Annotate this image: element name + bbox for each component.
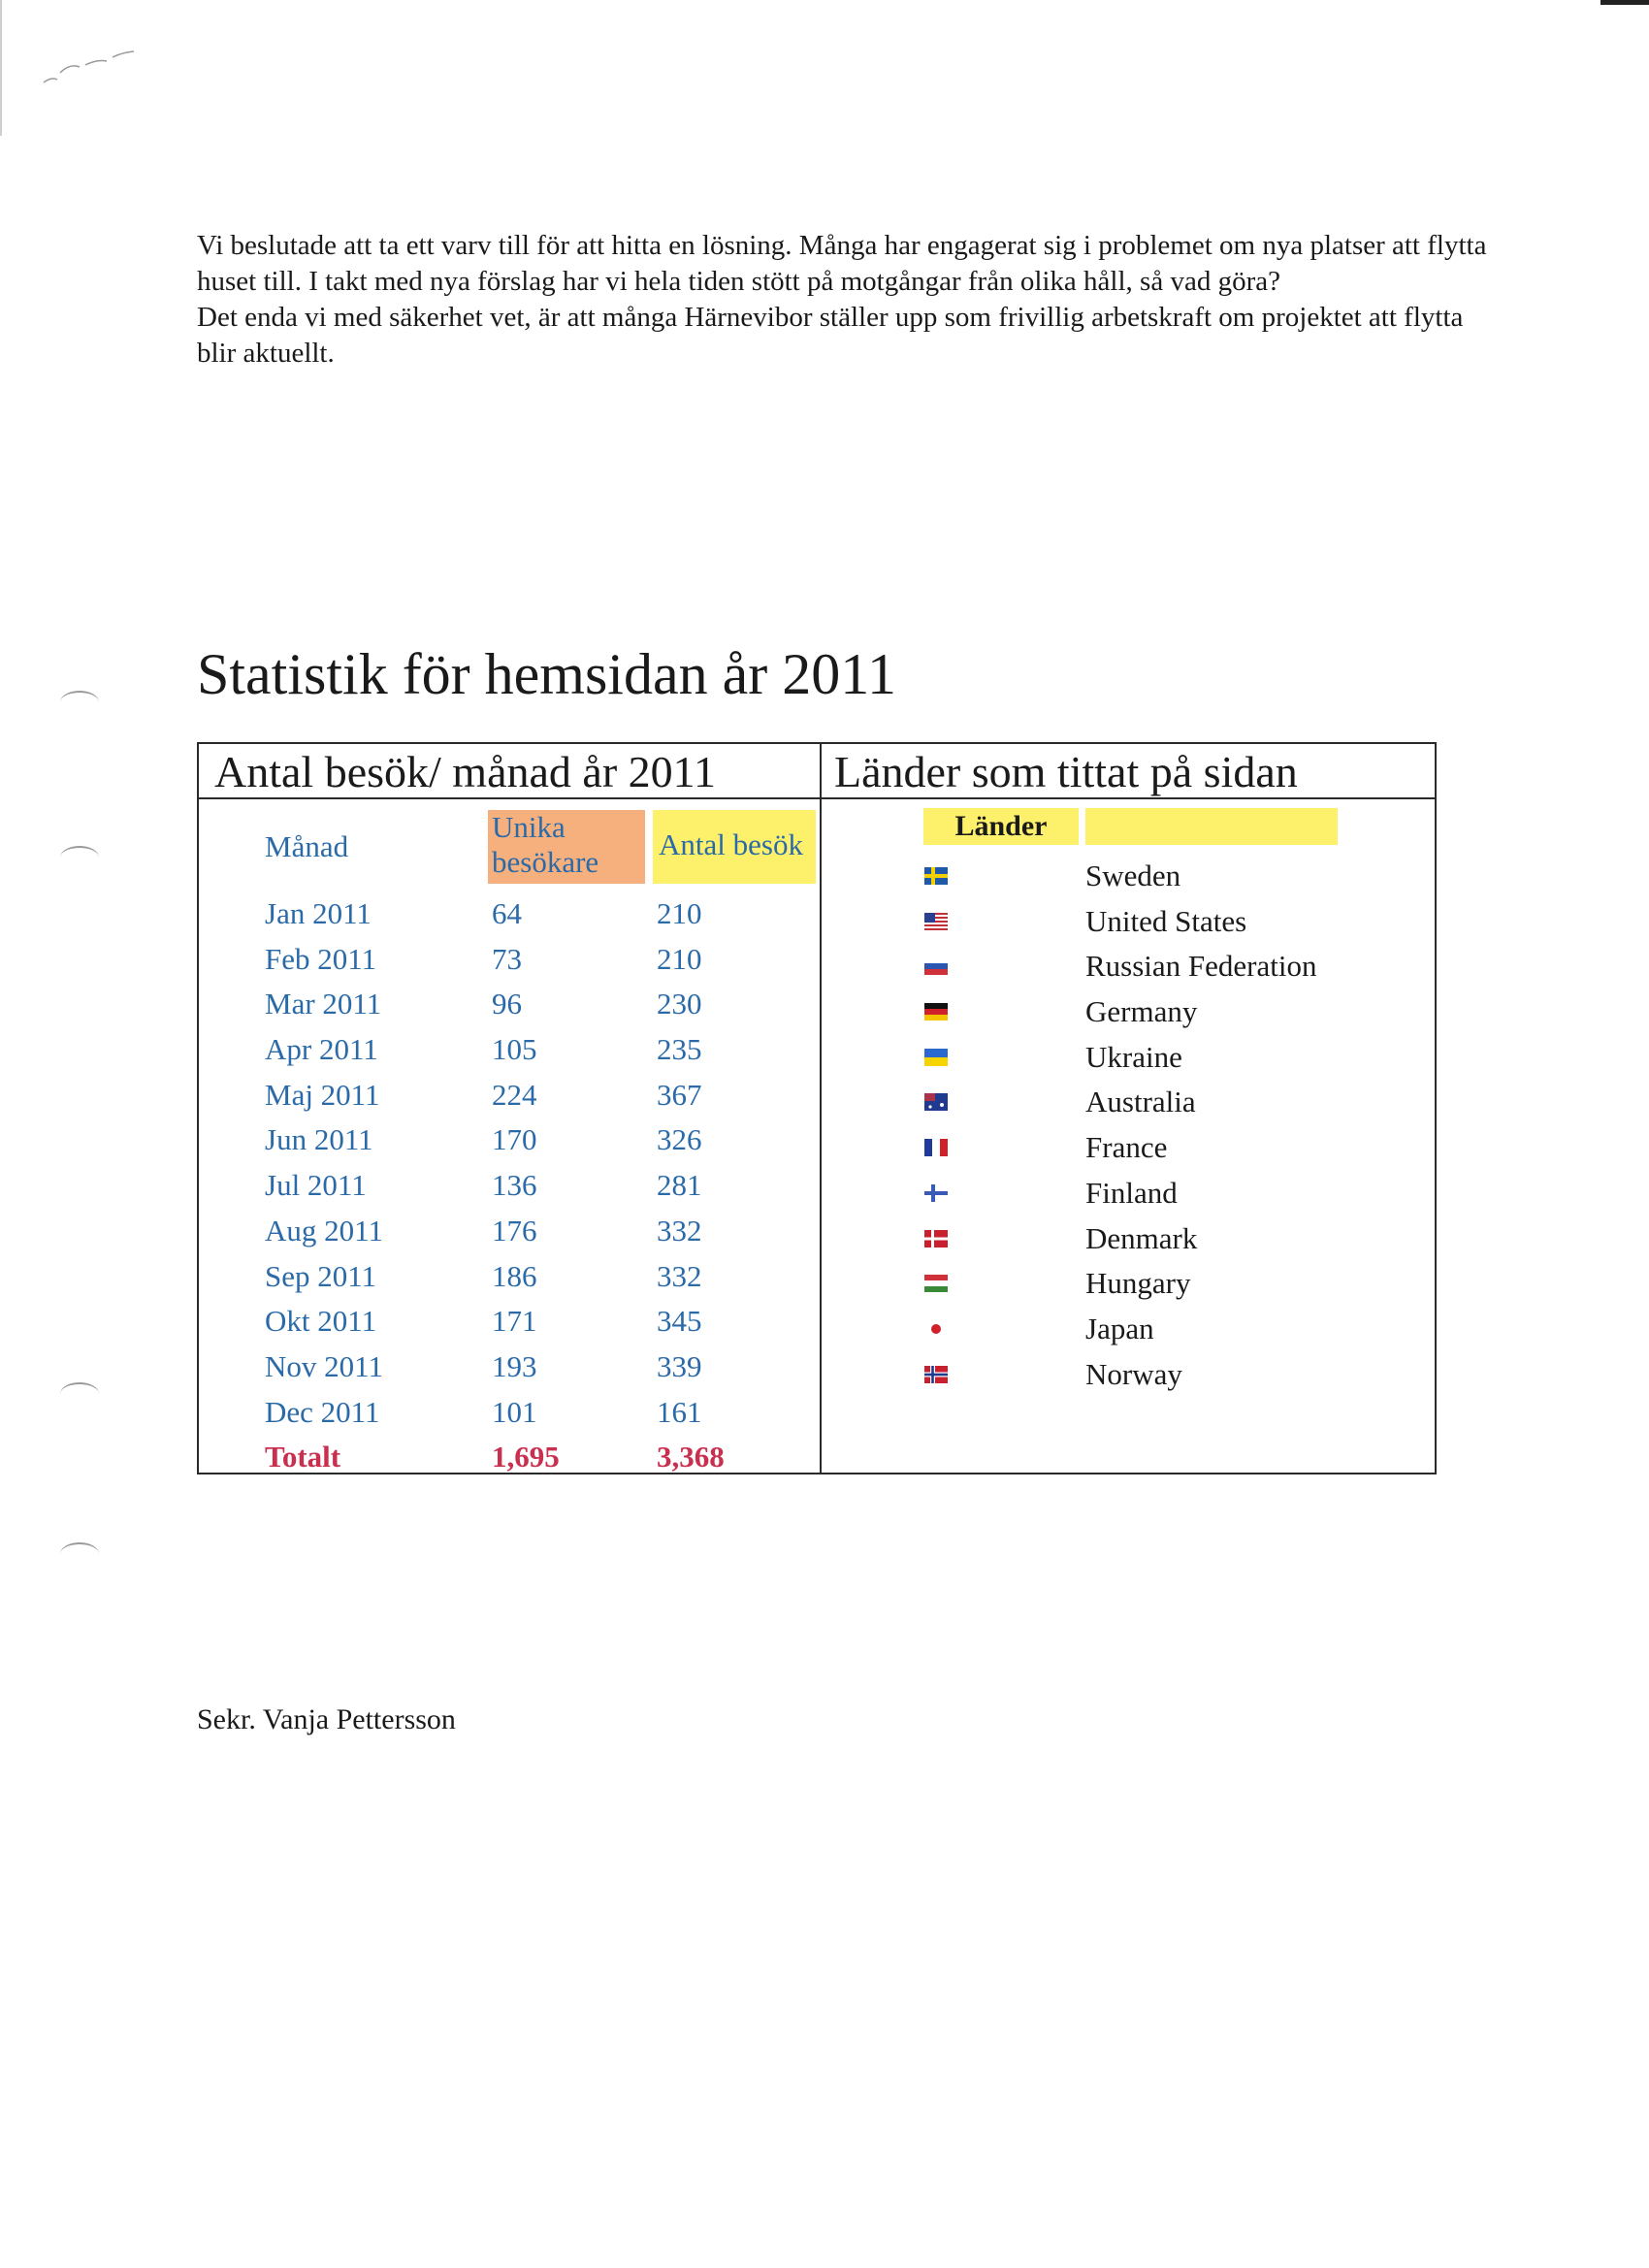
unique-visitors-cell: 105	[492, 1032, 537, 1067]
signature: Sekr. Vanja Pettersson	[197, 1703, 456, 1735]
table-row	[257, 937, 839, 983]
stats-frame	[197, 742, 1437, 1474]
country-row	[822, 1261, 1433, 1307]
country-row	[822, 1125, 1433, 1171]
punch-hole-mark	[60, 846, 99, 869]
table-row	[257, 891, 839, 937]
country-name: Finland	[1085, 1175, 1178, 1210]
total-row	[257, 1435, 839, 1480]
australia-flag-icon	[924, 1093, 948, 1111]
visits-cell: 332	[657, 1258, 702, 1293]
germany-flag-icon	[924, 1003, 948, 1021]
hungary-flag-icon	[924, 1275, 948, 1292]
punch-hole-mark	[60, 691, 99, 714]
month-cell: Jul 2011	[265, 1168, 367, 1203]
visits-cell: 235	[657, 1032, 702, 1067]
visits-cell: 326	[657, 1122, 702, 1157]
country-name: Japan	[1085, 1311, 1154, 1345]
punch-hole-mark	[60, 1382, 99, 1406]
unique-visitors-cell: 186	[492, 1258, 537, 1293]
month-column-header: Månad	[265, 829, 349, 863]
country-list	[822, 854, 1433, 1397]
month-cell: Apr 2011	[265, 1032, 378, 1067]
intro-paragraph: Det enda vi med säkerhet vet, är att många Härnevibor ställer upp som frivillig arbetskraft om projektet att flytta blir aktuellt.	[197, 302, 1464, 369]
table-row	[257, 982, 839, 1027]
unique-visitors-cell: 96	[492, 987, 522, 1021]
intro-paragraph: Vi beslutade att ta ett varv till för att hitta en lösning. Många har engagerat sig i problemet om nya platser att flytta huset till. I takt med nya förslag har vi hela tiden stött på motgångar från olika håll, så vad göra?	[197, 230, 1487, 297]
intro-text	[197, 228, 1506, 372]
table-row	[257, 1209, 839, 1254]
table-row	[257, 1027, 839, 1073]
month-cell: Dec 2011	[265, 1394, 380, 1429]
countries-panel-title: Länder som tittat på sidan	[834, 747, 1298, 796]
unique-visitors-cell: 73	[492, 941, 522, 976]
country-name: Sweden	[1085, 859, 1181, 892]
country-name: Hungary	[1085, 1266, 1191, 1301]
table-row	[257, 1163, 839, 1209]
pencil-scribble	[39, 44, 155, 92]
country-name: Russian Federation	[1085, 949, 1317, 984]
month-cell: Aug 2011	[265, 1213, 383, 1247]
month-cell: Jun 2011	[265, 1122, 373, 1157]
month-cell: Feb 2011	[265, 941, 377, 976]
ukraine-flag-icon	[924, 1049, 948, 1066]
country-row	[822, 1307, 1433, 1352]
table-body	[257, 891, 839, 1480]
visits-panel-title: Antal besök/ månad år 2011	[214, 747, 716, 796]
usa-flag-icon	[924, 913, 948, 930]
country-row	[822, 854, 1433, 899]
country-row	[822, 1171, 1433, 1216]
table-row	[257, 1118, 839, 1163]
header-highlight	[1085, 808, 1338, 845]
table-row	[257, 1390, 839, 1436]
russia-flag-icon	[924, 957, 948, 975]
month-cell: Jan 2011	[265, 896, 372, 930]
country-name: Germany	[1085, 994, 1198, 1029]
visits-cell: 3,368	[657, 1440, 725, 1474]
month-cell: Mar 2011	[265, 987, 382, 1021]
visits-cell: 210	[657, 941, 702, 976]
france-flag-icon	[924, 1139, 948, 1156]
countries-column-header: Länder	[923, 808, 1079, 845]
visits-cell: 161	[657, 1394, 702, 1429]
visits-cell: 339	[657, 1348, 702, 1383]
country-name: United States	[1085, 903, 1247, 938]
countries-panel	[822, 800, 1435, 1470]
country-name: Norway	[1085, 1356, 1182, 1391]
visits-cell: 332	[657, 1213, 702, 1247]
stats-title: Statistik för hemsidan år 2011	[197, 642, 896, 706]
japan-flag-icon	[924, 1320, 948, 1338]
table-row	[257, 1073, 839, 1118]
unique-visitors-cell: 171	[492, 1304, 537, 1339]
country-row	[822, 1216, 1433, 1262]
table-row	[257, 1254, 839, 1300]
month-cell: Sep 2011	[265, 1258, 377, 1293]
month-cell: Nov 2011	[265, 1348, 383, 1383]
table-row	[257, 1345, 839, 1390]
country-name: Denmark	[1085, 1220, 1198, 1255]
country-row	[822, 1352, 1433, 1398]
scan-edge	[0, 0, 2, 136]
country-row	[822, 1035, 1433, 1081]
visits-cell: 281	[657, 1168, 702, 1203]
unique-visitors-column-header	[488, 810, 645, 884]
unique-visitors-cell: 136	[492, 1168, 537, 1203]
denmark-flag-icon	[924, 1230, 948, 1247]
visits-cell: 345	[657, 1304, 702, 1339]
visits-cell: 367	[657, 1077, 702, 1112]
unique-visitors-cell: 224	[492, 1077, 537, 1112]
country-row	[822, 944, 1433, 989]
page-corner-mark	[1600, 0, 1649, 5]
sweden-flag-icon	[924, 867, 948, 885]
punch-hole-mark	[60, 1542, 99, 1566]
visits-cell: 210	[657, 896, 702, 930]
country-row	[822, 1080, 1433, 1125]
visits-column-header: Antal besök	[653, 810, 816, 884]
table-row	[257, 1299, 839, 1345]
visits-cell: 230	[657, 987, 702, 1021]
unique-visitors-cell: 176	[492, 1213, 537, 1247]
country-name: Ukraine	[1085, 1039, 1182, 1074]
country-row	[822, 989, 1433, 1035]
header-divider	[199, 797, 1435, 799]
country-name: France	[1085, 1130, 1168, 1165]
month-cell: Maj 2011	[265, 1077, 380, 1112]
month-cell: Okt 2011	[265, 1304, 377, 1339]
country-row	[822, 899, 1433, 945]
unique-visitors-cell: 64	[492, 896, 522, 930]
month-cell: Totalt	[265, 1440, 341, 1474]
header-label: besökare	[492, 845, 599, 879]
finland-flag-icon	[924, 1184, 948, 1202]
unique-visitors-cell: 170	[492, 1122, 537, 1157]
unique-visitors-cell: 1,695	[492, 1440, 560, 1474]
norway-flag-icon	[924, 1366, 948, 1383]
unique-visitors-cell: 101	[492, 1394, 537, 1429]
country-name: Australia	[1085, 1085, 1196, 1119]
header-label: Unika	[492, 810, 566, 844]
unique-visitors-cell: 193	[492, 1348, 537, 1383]
